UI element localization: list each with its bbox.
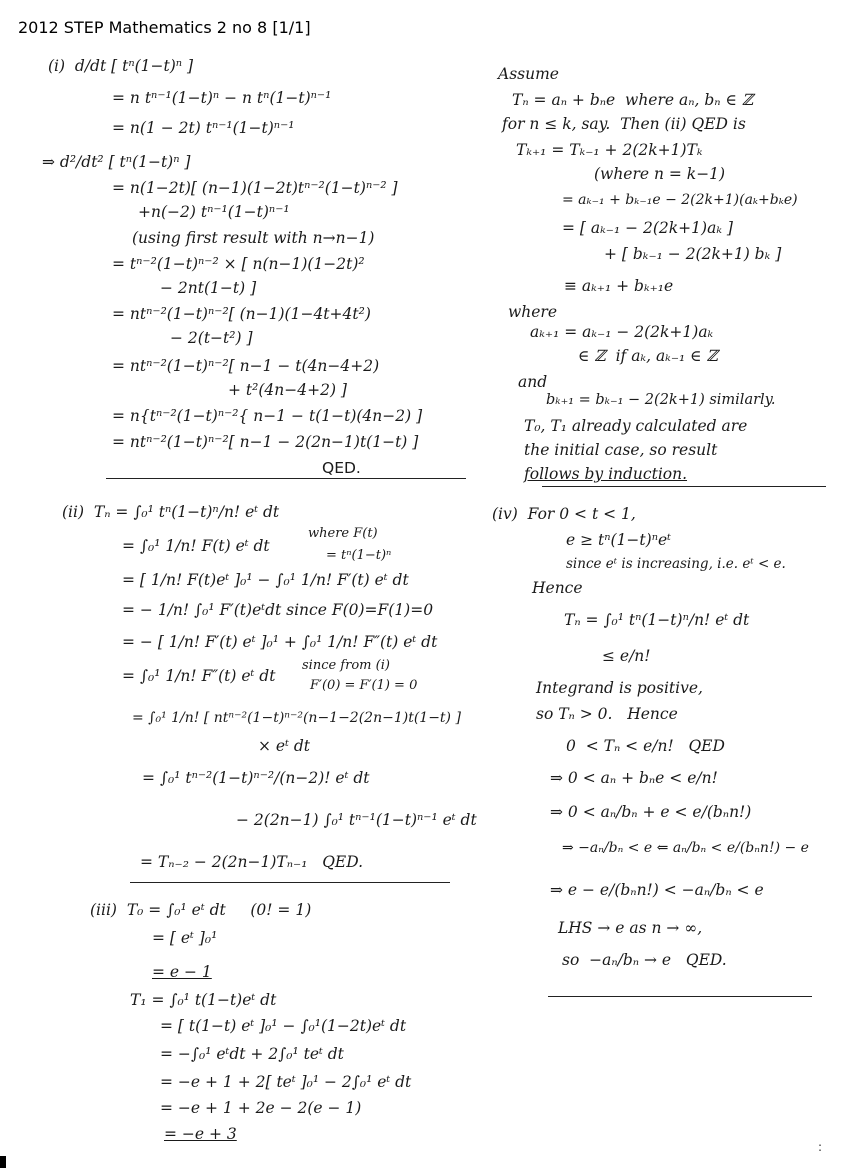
- derivation-line: +n(−2) tⁿ⁻¹(1−t)ⁿ⁻¹: [138, 203, 290, 221]
- derivation-line: − 2nt(1−t) ]: [160, 279, 257, 297]
- text-line: so Tₙ > 0. Hence: [536, 705, 678, 723]
- derivation-line: = [ 1/n! F(t)eᵗ ]₀¹ − ∫₀¹ 1/n! F′(t) eᵗ dt: [122, 571, 409, 589]
- derivation-line: = ∫₀¹ 1/n! [ ntⁿ⁻²(1−t)ⁿ⁻²(n−1−2(2n−1)t(1−t) ]: [132, 710, 461, 726]
- derivation-line: = −e + 1 + 2[ teᵗ ]₀¹ − 2∫₀¹ eᵗ dt: [160, 1073, 412, 1091]
- derivation-line: = [ eᵗ ]₀¹: [152, 929, 218, 947]
- result-line: = −e + 3: [164, 1125, 237, 1143]
- corner-mark: [0, 1156, 6, 1168]
- derivation-line: = ntⁿ⁻²(1−t)ⁿ⁻²[ n−1 − t(4n−4+2): [112, 357, 380, 375]
- derivation-line: e ≥ tⁿ(1−t)ⁿeᵗ: [566, 531, 671, 549]
- text-line: Tₙ = aₙ + bₙe where aₙ, bₙ ∈ ℤ: [512, 91, 754, 109]
- derivation-line: Tₖ₊₁ = Tₖ₋₁ + 2(2k+1)Tₖ: [516, 141, 703, 159]
- derivation-line: = −∫₀¹ eᵗdt + 2∫₀¹ teᵗ dt: [160, 1045, 344, 1063]
- part-iv-heading: (iv) For 0 < t < 1,: [492, 505, 636, 523]
- derivation-line: ∈ ℤ if aₖ, aₖ₋₁ ∈ ℤ: [578, 347, 718, 365]
- derivation-line: = [ t(1−t) eᵗ ]₀¹ − ∫₀¹(1−2t)eᵗ dt: [160, 1017, 407, 1035]
- derivation-line: T₁ = ∫₀¹ t(1−t)eᵗ dt: [130, 991, 277, 1009]
- derivation-line: ≤ e/n!: [602, 647, 651, 665]
- derivation-line: = n(1 − 2t) tⁿ⁻¹(1−t)ⁿ⁻¹: [112, 119, 295, 137]
- derivation-line: bₖ₊₁ = bₖ₋₁ − 2(2k+1) similarly.: [546, 392, 776, 408]
- derivation-note: (using first result with n→n−1): [132, 229, 375, 247]
- result-line: = e − 1: [152, 963, 212, 981]
- text-line: follows by induction.: [524, 465, 688, 483]
- derivation-note: (where n = k−1): [594, 165, 726, 183]
- derivation-line: ⇒ e − e/(bₙn!) < −aₙ/bₙ < e: [550, 881, 764, 899]
- derivation-line: = − 1/n! ∫₀¹ F′(t)eᵗdt since F(0)=F(1)=0: [122, 601, 434, 619]
- derivation-line: + t²(4n−4+2) ]: [228, 381, 347, 399]
- text-line: for n ≤ k, say. Then (ii) QED is: [502, 115, 746, 133]
- part-i-heading: (i) d/dt [ tⁿ(1−t)ⁿ ]: [48, 57, 194, 75]
- section-divider: [542, 486, 826, 487]
- qed-label: QED.: [322, 459, 361, 477]
- section-divider: [548, 996, 812, 997]
- derivation-line: ⇒ 0 < aₙ/bₙ + e < e/(bₙn!): [550, 803, 752, 821]
- part-ii-heading: (ii) Tₙ = ∫₀¹ tⁿ(1−t)ⁿ/n! eᵗ dt: [62, 503, 280, 521]
- derivation-line: − 2(t−t²) ]: [170, 329, 253, 347]
- derivation-line: − 2(2n−1) ∫₀¹ tⁿ⁻¹(1−t)ⁿ⁻¹ eᵗ dt: [236, 811, 477, 829]
- text-line: where: [508, 303, 558, 321]
- text-line: since eᵗ is increasing, i.e. eᵗ < e.: [566, 556, 786, 572]
- section-divider: [130, 882, 450, 883]
- derivation-line: = n(1−2t)[ (n−1)(1−2t)tⁿ⁻²(1−t)ⁿ⁻² ]: [112, 179, 398, 197]
- derivation-line: = ∫₀¹ 1/n! F″(t) eᵗ dt: [122, 667, 276, 685]
- derivation-line: + [ bₖ₋₁ − 2(2k+1) bₖ ]: [604, 245, 782, 263]
- page-header: 2012 STEP Mathematics 2 no 8 [1/1]: [18, 18, 311, 37]
- text-line: LHS → e as n → ∞,: [558, 919, 703, 937]
- derivation-line: = n tⁿ⁻¹(1−t)ⁿ − n tⁿ(1−t)ⁿ⁻¹: [112, 89, 332, 107]
- derivation-note: where F(t): [308, 526, 378, 541]
- derivation-line: ⇒ 0 < aₙ + bₙe < e/n!: [550, 769, 718, 787]
- text-line: Hence: [532, 579, 583, 597]
- derivation-line: aₖ₊₁ = aₖ₋₁ − 2(2k+1)aₖ: [530, 323, 714, 341]
- derivation-note: = tⁿ(1−t)ⁿ: [326, 548, 392, 563]
- derivation-line: = tⁿ⁻²(1−t)ⁿ⁻² × [ n(n−1)(1−2t)²: [112, 255, 365, 273]
- derivation-line: = [ aₖ₋₁ − 2(2k+1)aₖ ]: [562, 219, 733, 237]
- derivation-line: = Tₙ₋₂ − 2(2n−1)Tₙ₋₁ QED.: [140, 853, 364, 871]
- derivation-line: 0 < Tₙ < e/n! QED: [566, 737, 725, 755]
- derivation-note: since from (i): [302, 658, 390, 673]
- section-divider: [106, 478, 466, 479]
- derivation-line: = ntⁿ⁻²(1−t)ⁿ⁻²[ n−1 − 2(2n−1)t(1−t) ]: [112, 433, 419, 451]
- text-line: T₀, T₁ already calculated are: [524, 417, 748, 435]
- derivation-line: ⇒ −aₙ/bₙ < e ⇐ aₙ/bₙ < e/(bₙn!) − e: [562, 840, 809, 856]
- derivation-line: = aₖ₋₁ + bₖ₋₁e − 2(2k+1)(aₖ+bₖe): [562, 192, 798, 208]
- text-line: the initial case, so result: [524, 441, 718, 459]
- text-line: and: [518, 373, 548, 391]
- derivation-line: so −aₙ/bₙ → e QED.: [562, 951, 727, 969]
- derivation-line: = −e + 1 + 2e − 2(e − 1): [160, 1099, 362, 1117]
- text-line: Assume: [498, 65, 559, 83]
- derivation-line: = n{tⁿ⁻²(1−t)ⁿ⁻²{ n−1 − t(1−t)(4n−2) ]: [112, 407, 423, 425]
- derivation-line: Tₙ = ∫₀¹ tⁿ(1−t)ⁿ/n! eᵗ dt: [564, 611, 750, 629]
- derivation-line: × eᵗ dt: [258, 737, 310, 755]
- derivation-note: F′(0) = F′(1) = 0: [310, 678, 418, 693]
- part-iii-heading: (iii) T₀ = ∫₀¹ eᵗ dt (0! = 1): [90, 901, 312, 919]
- page-mark: :: [818, 1140, 823, 1154]
- derivation-line: = ∫₀¹ 1/n! F(t) eᵗ dt: [122, 537, 270, 555]
- text-line: Integrand is positive,: [536, 679, 703, 697]
- derivation-line: = ∫₀¹ tⁿ⁻²(1−t)ⁿ⁻²/(n−2)! eᵗ dt: [142, 769, 370, 787]
- derivation-line: ⇒ d²/dt² [ tⁿ(1−t)ⁿ ]: [42, 153, 191, 171]
- derivation-line: ≡ aₖ₊₁ + bₖ₊₁e: [564, 277, 674, 295]
- derivation-line: = ntⁿ⁻²(1−t)ⁿ⁻²[ (n−1)(1−4t+4t²): [112, 305, 371, 323]
- derivation-line: = − [ 1/n! F′(t) eᵗ ]₀¹ + ∫₀¹ 1/n! F″(t) eᵗ dt: [122, 633, 438, 651]
